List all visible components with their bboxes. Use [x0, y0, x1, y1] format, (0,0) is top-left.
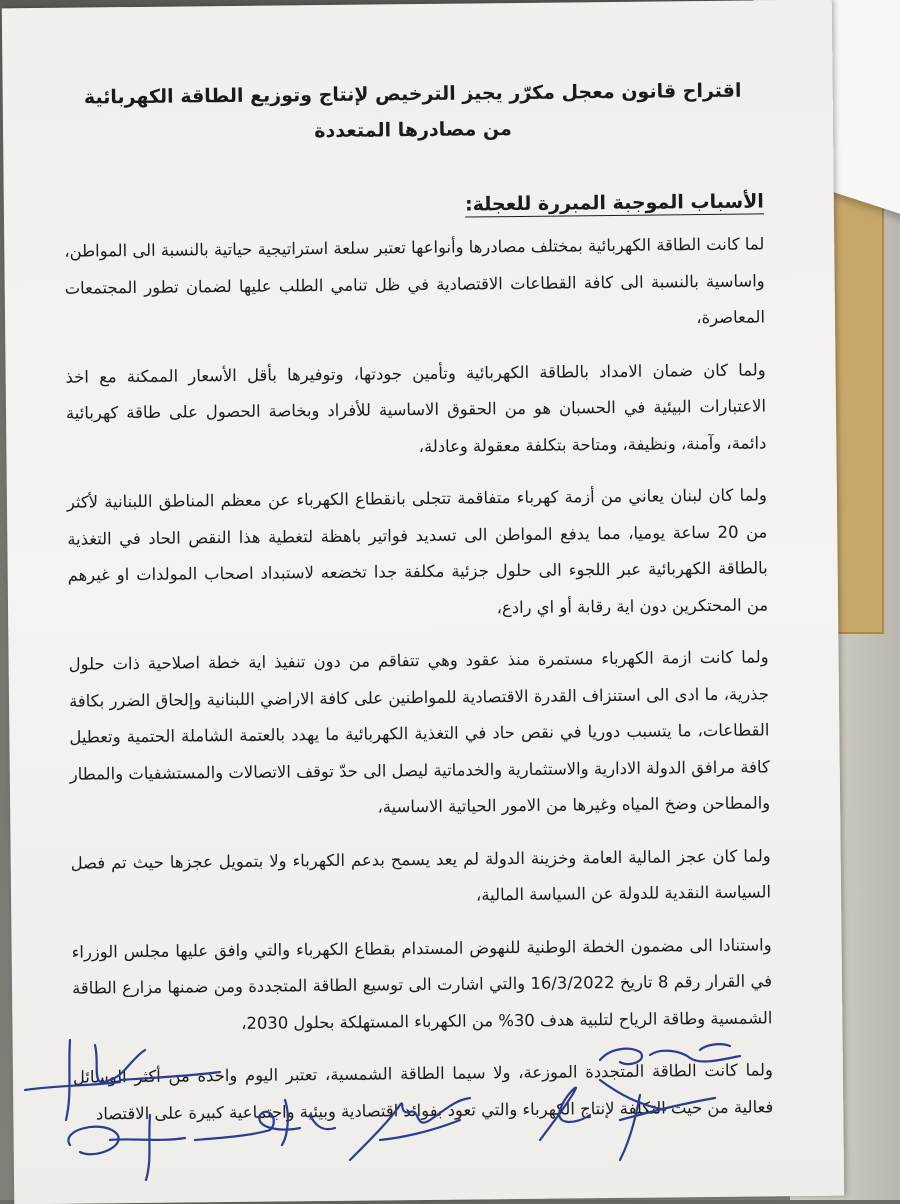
- document-title: اقتراح قانون معجل مكرّر يجيز الترخيص لإنتاج وتوزيع الطاقة الكهربائية من مصادرها المتعددة: [83, 79, 742, 143]
- document-body: [62, 60, 773, 1132]
- paragraph-3: ولما كان لبنان يعاني من أزمة كهرباء متفاقمة تتجلى بانقطاع الكهرباء عن معظم المناطق اللبنانية لأكثر من 20 ساعة يوميا، مما يدفع المواطن الى تسديد فواتير باهظة لتغطية هذا النقص الحاد في التغذية بالطاقة الكهربائية عبر اللجوء الى حلول جزئية مكلفة جدا تخضعه لاستبداد اصحاب المولدات او غيرهم من المحتكرين دون اية رقابة أو اي رادع،: [66, 485, 769, 617]
- paragraph-1: لما كانت الطاقة الكهربائية بمختلف مصادرها وأنواعها تعتبر سلعة استراتيجية حياتية بالنسبة الى المواطن، واساسية بالنسبة الى كافة القطاعات الاقتصادية في ظل تنامي الطلب عليها لضمان تطور المجتمعات المعاصرة،: [64, 234, 766, 328]
- signature-6: [600, 1044, 740, 1064]
- paragraph-6: واستنادا الى مضمون الخطة الوطنية للنهوض المستدام بقطاع الكهرباء والتي وافق عليها مجلس الوزراء في القرار رقم 8 تاريخ 16/3/2022 والتي اشارت الى توسيع الطاقة المتجددة ومن ضمنها مزارع الطاقة الشمسية وطاقة الرياح لتلبية هدف 30% من الكهرباء المستهلكة بحلول 2030،: [71, 934, 773, 1033]
- signature-1: [25, 1040, 220, 1120]
- paragraph-2: ولما كان ضمان الامداد بالطاقة الكهربائية وتأمين جودتها، وتوفيرها بأقل الأسعار الممكنة مع اخذ الاعتبارات البيئية في الحسبان هو من الحقوق الاساسية للأفراد وبخاصة الحصول على طاقة كهربائية دائمة، وآمنة، ونظيفة، ومتاحة بتكلفة معقولة وعادلة،: [65, 359, 767, 456]
- paragraph-4: ولما كانت ازمة الكهرباء مستمرة منذ عقود وهي تتفاقم من دون تنفيذ اية خطة اصلاحية ذات حلول جذرية، ما ادى الى استنزاف القدرة الاقتصادية للمواطنين على كافة الاراضي اللبنانية وإلحاق الضرر بكافة القطاعات، ما يتسبب دوريا في نقص حاد في التغذية الكهربائية ما يهدد بالعتمة الشاملة الحتمية وتعطيل كافة مرافق الدولة الادارية والاستثمارية والخدماتية ليصل الى حدّ توقف الاتصالات والمستشفيات والمطار والمطاحن وضخ المياه وغيرها من الامور الحياتية الاساسية،: [68, 647, 771, 817]
- signature-5: [540, 1080, 715, 1160]
- paragraph-5: ولما كان عجز المالية العامة وخزينة الدولة لم يعد يسمح بدعم الكهرباء ولا بتمويل عجزها حيث تم فصل السياسة النقدية للدولة عن السياسة المالية،: [70, 845, 772, 905]
- section-heading: الأسباب الموجبة المبررة للعجلة:: [464, 190, 764, 216]
- signature-2: [68, 1115, 185, 1180]
- signatures-area: [0, 1020, 900, 1200]
- signature-3: [195, 1100, 335, 1145]
- signature-4: [350, 1098, 470, 1160]
- signatures-drawing: [0, 1020, 900, 1200]
- paragraph-7: ولما كانت الطاقة المتجددة الموزعة، ولا سيما الطاقة الشمسية، تعتبر اليوم واحدة من أكثر الوسائل فعالية من حيث التكلفة لإنتاج الكهرباء والتي تعود بفوائد اقتصادية وبيئية واجتماعية كبيرة على الاقتصاد: [72, 1060, 774, 1123]
